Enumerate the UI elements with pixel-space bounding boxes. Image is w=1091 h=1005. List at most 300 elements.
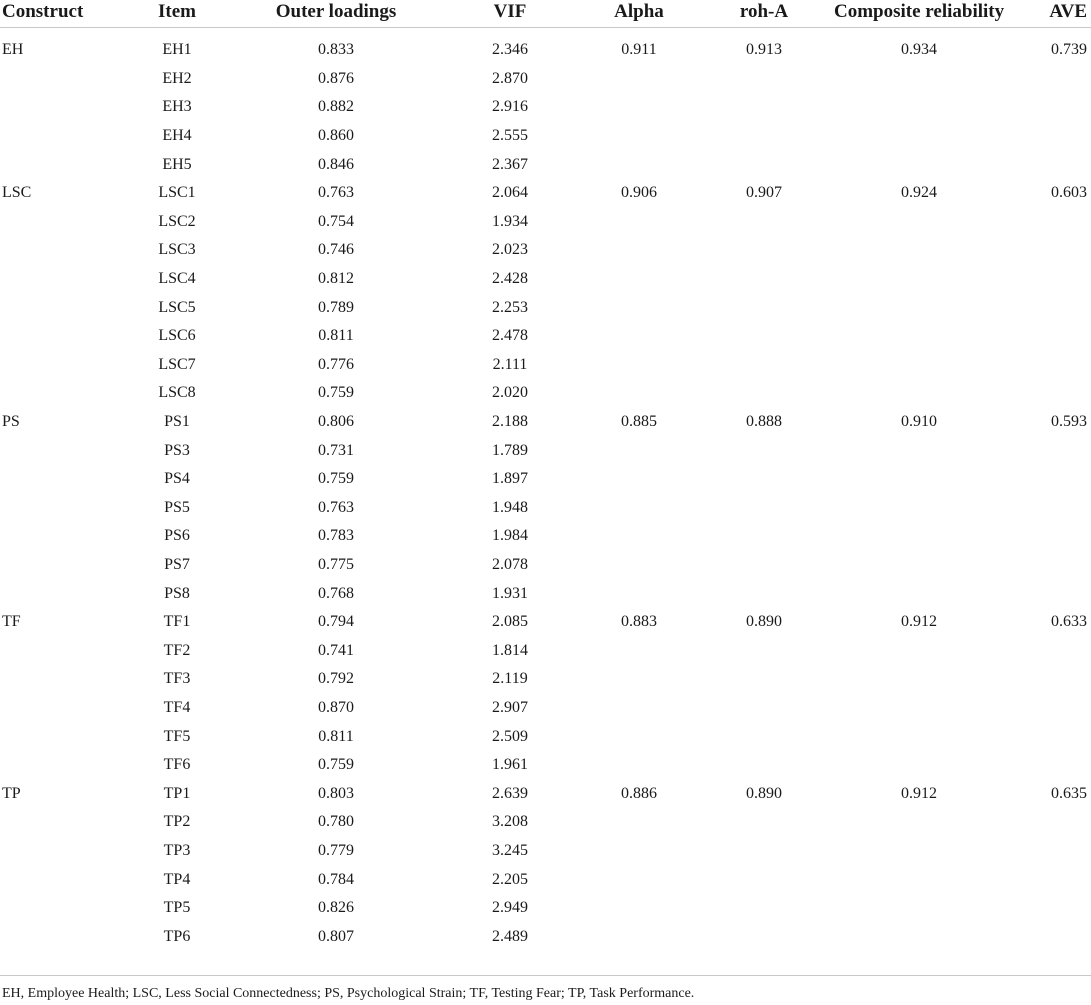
cell-alpha (584, 379, 694, 408)
cell-ave (1004, 751, 1091, 780)
table-row (0, 779, 1091, 808)
cell-vif: 2.949 (492, 899, 528, 917)
table-row (0, 208, 1091, 237)
cell-construct (0, 351, 118, 380)
cell-alpha (584, 837, 694, 866)
cell-item: PS7 (164, 555, 190, 573)
cell-composite-reliability (834, 293, 1004, 322)
table-row (0, 93, 1091, 122)
cell-outer-loading: 0.876 (318, 69, 354, 87)
cell-item: LSC1 (158, 184, 196, 202)
cell-outer-loading: 0.860 (318, 127, 354, 145)
cell-rho-a: 0.890 (746, 784, 782, 802)
cell-composite-reliability (834, 579, 1004, 608)
header-construct: Construct (0, 0, 118, 28)
cell-item: LSC2 (158, 212, 196, 230)
cell-composite-reliability (834, 122, 1004, 151)
cell-rho-a (694, 808, 834, 837)
cell-rho-a (694, 208, 834, 237)
cell-rho-a (694, 837, 834, 866)
cell-rho-a (694, 751, 834, 780)
cell-item: PS5 (164, 498, 190, 516)
header-composite-reliability: Composite reliability (834, 0, 1004, 28)
cell-outer-loading: 0.846 (318, 155, 354, 173)
cell-rho-a (694, 722, 834, 751)
cell-vif: 2.428 (492, 270, 528, 288)
cell-alpha (584, 265, 694, 294)
cell-alpha: 0.911 (621, 41, 657, 59)
table-row (0, 265, 1091, 294)
cell-vif: 1.789 (492, 441, 528, 459)
cell-composite-reliability: 0.912 (901, 613, 937, 631)
cell-construct (0, 494, 118, 523)
cell-item: TP6 (163, 927, 191, 945)
cell-rho-a (694, 694, 834, 723)
cell-item: PS8 (164, 584, 190, 602)
cell-rho-a: 0.907 (746, 184, 782, 202)
cell-ave (1004, 236, 1091, 265)
table-row (0, 694, 1091, 723)
cell-vif: 2.509 (492, 727, 528, 745)
cell-rho-a (694, 150, 834, 179)
cell-outer-loading: 0.870 (318, 698, 354, 716)
table-row (0, 894, 1091, 923)
table-row (0, 436, 1091, 465)
cell-composite-reliability (834, 465, 1004, 494)
table-row (0, 922, 1091, 961)
cell-construct (0, 522, 118, 551)
cell-construct (0, 236, 118, 265)
cell-composite-reliability (834, 808, 1004, 837)
cell-construct (0, 551, 118, 580)
table-row (0, 808, 1091, 837)
cell-vif: 2.188 (492, 413, 528, 431)
cell-item: TF1 (163, 613, 191, 631)
cell-ave (1004, 494, 1091, 523)
cell-alpha (584, 579, 694, 608)
cell-ave: 0.739 (1051, 41, 1087, 59)
cell-item: TP5 (163, 899, 191, 917)
cell-item: PS1 (164, 413, 190, 431)
cell-rho-a (694, 579, 834, 608)
cell-alpha (584, 865, 694, 894)
cell-vif: 2.205 (492, 870, 528, 888)
table-row (0, 150, 1091, 179)
cell-ave (1004, 636, 1091, 665)
cell-construct (0, 265, 118, 294)
header-item: Item (118, 0, 236, 28)
cell-vif: 2.907 (492, 698, 528, 716)
cell-item: TF4 (163, 698, 191, 716)
cell-alpha (584, 808, 694, 837)
cell-composite-reliability: 0.934 (901, 41, 937, 59)
cell-ave (1004, 922, 1091, 961)
cell-alpha (584, 293, 694, 322)
cell-item: EH4 (162, 127, 192, 145)
cell-composite-reliability (834, 894, 1004, 923)
cell-alpha (584, 665, 694, 694)
cell-construct (0, 694, 118, 723)
cell-composite-reliability (834, 93, 1004, 122)
cell-vif: 3.245 (492, 841, 528, 859)
cell-ave (1004, 293, 1091, 322)
header-row (0, 0, 1091, 28)
cell-composite-reliability (834, 494, 1004, 523)
cell-construct (0, 808, 118, 837)
cell-ave (1004, 351, 1091, 380)
cell-composite-reliability (834, 865, 1004, 894)
cell-ave: 0.633 (1051, 613, 1087, 631)
cell-outer-loading: 0.882 (318, 98, 354, 116)
cell-outer-loading: 0.794 (318, 613, 354, 631)
cell-item: LSC5 (158, 298, 196, 316)
cell-outer-loading: 0.759 (318, 756, 354, 774)
cell-alpha (584, 751, 694, 780)
cell-construct: PS (2, 413, 20, 431)
cell-vif: 3.208 (492, 813, 528, 831)
cell-alpha (584, 93, 694, 122)
cell-outer-loading: 0.780 (318, 813, 354, 831)
table-row (0, 579, 1091, 608)
cell-ave: 0.603 (1051, 184, 1087, 202)
cell-vif: 1.814 (492, 641, 528, 659)
table-row (0, 379, 1091, 408)
cell-rho-a (694, 865, 834, 894)
cell-composite-reliability: 0.912 (901, 784, 937, 802)
cell-composite-reliability (834, 208, 1004, 237)
cell-composite-reliability (834, 150, 1004, 179)
cell-alpha (584, 150, 694, 179)
table-header (0, 0, 1091, 28)
cell-composite-reliability (834, 351, 1004, 380)
cell-rho-a (694, 379, 834, 408)
table-row (0, 751, 1091, 780)
cell-vif: 2.489 (492, 927, 528, 945)
cell-item: EH2 (162, 69, 192, 87)
cell-ave: 0.635 (1051, 784, 1087, 802)
cell-composite-reliability (834, 722, 1004, 751)
cell-rho-a: 0.890 (746, 613, 782, 631)
cell-ave (1004, 522, 1091, 551)
table-row (0, 665, 1091, 694)
cell-ave (1004, 265, 1091, 294)
cell-outer-loading: 0.779 (318, 841, 354, 859)
cell-vif: 2.555 (492, 127, 528, 145)
cell-vif: 2.078 (492, 555, 528, 573)
table-body (0, 28, 1091, 962)
cell-alpha (584, 636, 694, 665)
cell-vif: 2.870 (492, 69, 528, 87)
cell-construct (0, 636, 118, 665)
table-row (0, 65, 1091, 94)
table-row (0, 865, 1091, 894)
cell-rho-a (694, 494, 834, 523)
cell-vif: 1.961 (492, 756, 528, 774)
cell-composite-reliability (834, 522, 1004, 551)
cell-rho-a (694, 465, 834, 494)
cell-vif: 2.111 (492, 355, 528, 373)
cell-outer-loading: 0.763 (318, 184, 354, 202)
table-row (0, 179, 1091, 208)
cell-construct (0, 465, 118, 494)
cell-alpha: 0.906 (621, 184, 657, 202)
cell-outer-loading: 0.811 (318, 327, 354, 345)
cell-composite-reliability (834, 837, 1004, 866)
cell-vif: 2.639 (492, 784, 528, 802)
cell-vif: 2.916 (492, 98, 528, 116)
cell-rho-a (694, 351, 834, 380)
cell-construct (0, 751, 118, 780)
cell-vif: 2.346 (492, 41, 528, 59)
cell-ave (1004, 465, 1091, 494)
cell-ave (1004, 665, 1091, 694)
cell-item: TF3 (163, 670, 191, 688)
cell-composite-reliability (834, 436, 1004, 465)
cell-composite-reliability (834, 236, 1004, 265)
cell-ave (1004, 65, 1091, 94)
cell-composite-reliability (834, 65, 1004, 94)
cell-ave (1004, 865, 1091, 894)
cell-item: TF5 (163, 727, 191, 745)
cell-item: TP1 (163, 784, 191, 802)
cell-construct: LSC (2, 184, 32, 202)
cell-item: EH1 (162, 41, 192, 59)
cell-item: TP4 (163, 870, 191, 888)
cell-vif: 2.367 (492, 155, 528, 173)
table-row (0, 494, 1091, 523)
cell-vif: 1.948 (492, 498, 528, 516)
cell-rho-a (694, 93, 834, 122)
cell-alpha (584, 922, 694, 961)
cell-alpha (584, 236, 694, 265)
cell-item: TF6 (163, 756, 191, 774)
cell-outer-loading: 0.826 (318, 899, 354, 917)
cell-outer-loading: 0.812 (318, 270, 354, 288)
cell-ave (1004, 579, 1091, 608)
cell-composite-reliability (834, 636, 1004, 665)
cell-ave (1004, 894, 1091, 923)
cell-construct (0, 208, 118, 237)
cell-vif: 1.934 (492, 212, 528, 230)
cell-alpha (584, 208, 694, 237)
table-row (0, 837, 1091, 866)
cell-item: EH3 (162, 98, 192, 116)
cell-rho-a (694, 922, 834, 961)
cell-item: PS4 (164, 470, 190, 488)
cell-outer-loading: 0.768 (318, 584, 354, 602)
cell-composite-reliability: 0.924 (901, 184, 937, 202)
cell-vif: 2.064 (492, 184, 528, 202)
cell-outer-loading: 0.775 (318, 555, 354, 573)
cell-outer-loading: 0.806 (318, 413, 354, 431)
cell-item: LSC3 (158, 241, 196, 259)
header-vif: VIF (436, 0, 584, 28)
cell-ave (1004, 122, 1091, 151)
cell-outer-loading: 0.803 (318, 784, 354, 802)
cell-alpha (584, 65, 694, 94)
cell-alpha (584, 465, 694, 494)
cell-rho-a (694, 665, 834, 694)
cell-item: TP3 (163, 841, 191, 859)
cell-item: PS3 (164, 441, 190, 459)
cell-construct: EH (2, 41, 24, 59)
cell-alpha (584, 694, 694, 723)
cell-construct (0, 379, 118, 408)
table-bottom-rule (0, 975, 1091, 976)
cell-composite-reliability: 0.910 (901, 413, 937, 431)
cell-alpha (584, 436, 694, 465)
cell-rho-a (694, 551, 834, 580)
cell-alpha: 0.885 (621, 413, 657, 431)
cell-construct (0, 65, 118, 94)
cell-outer-loading: 0.833 (318, 41, 354, 59)
cell-vif: 2.119 (492, 670, 528, 688)
cell-outer-loading: 0.807 (318, 927, 354, 945)
cell-ave (1004, 694, 1091, 723)
cell-outer-loading: 0.731 (318, 441, 354, 459)
cell-rho-a (694, 322, 834, 351)
cell-construct (0, 894, 118, 923)
cell-composite-reliability (834, 694, 1004, 723)
cell-construct (0, 93, 118, 122)
cell-ave: 0.593 (1051, 413, 1087, 431)
cell-construct (0, 293, 118, 322)
cell-item: TP2 (163, 813, 191, 831)
cell-item: LSC4 (158, 270, 196, 288)
cell-ave (1004, 150, 1091, 179)
cell-ave (1004, 436, 1091, 465)
cell-construct (0, 436, 118, 465)
header-ave: AVE (1004, 0, 1091, 28)
cell-outer-loading: 0.789 (318, 298, 354, 316)
cell-construct (0, 150, 118, 179)
cell-item: LSC6 (158, 327, 196, 345)
cell-item: LSC8 (158, 384, 196, 402)
cell-vif: 2.020 (492, 384, 528, 402)
cell-alpha (584, 722, 694, 751)
table-row (0, 236, 1091, 265)
cell-composite-reliability (834, 551, 1004, 580)
cell-construct (0, 122, 118, 151)
cell-outer-loading: 0.741 (318, 641, 354, 659)
table-row (0, 722, 1091, 751)
cell-construct: TP (2, 784, 21, 802)
cell-outer-loading: 0.783 (318, 527, 354, 545)
cell-ave (1004, 722, 1091, 751)
cell-construct (0, 922, 118, 961)
header-rho-a: roh-A (694, 0, 834, 28)
header-alpha: Alpha (584, 0, 694, 28)
cell-ave (1004, 93, 1091, 122)
cell-construct: TF (2, 613, 21, 631)
cell-composite-reliability (834, 922, 1004, 961)
cell-rho-a (694, 236, 834, 265)
cell-construct (0, 865, 118, 894)
cell-composite-reliability (834, 751, 1004, 780)
cell-rho-a (694, 636, 834, 665)
cell-vif: 2.478 (492, 327, 528, 345)
cell-outer-loading: 0.754 (318, 212, 354, 230)
cell-outer-loading: 0.763 (318, 498, 354, 516)
cell-vif: 1.897 (492, 470, 528, 488)
table-row (0, 608, 1091, 637)
table-row (0, 28, 1091, 65)
cell-vif: 1.931 (492, 584, 528, 602)
cell-ave (1004, 837, 1091, 866)
cell-construct (0, 579, 118, 608)
cell-outer-loading: 0.759 (318, 470, 354, 488)
cell-ave (1004, 551, 1091, 580)
cell-item: PS6 (164, 527, 190, 545)
cell-ave (1004, 808, 1091, 837)
cell-alpha (584, 122, 694, 151)
cell-alpha (584, 351, 694, 380)
cell-alpha (584, 494, 694, 523)
table-row (0, 465, 1091, 494)
cell-vif: 2.253 (492, 298, 528, 316)
table-row (0, 293, 1091, 322)
cell-item: LSC7 (158, 355, 196, 373)
cell-rho-a: 0.888 (746, 413, 782, 431)
cell-composite-reliability (834, 665, 1004, 694)
cell-composite-reliability (834, 379, 1004, 408)
cell-item: TF2 (163, 641, 191, 659)
cell-rho-a (694, 436, 834, 465)
cell-composite-reliability (834, 265, 1004, 294)
cell-rho-a (694, 293, 834, 322)
cell-item: EH5 (162, 155, 192, 173)
cell-alpha: 0.883 (621, 613, 657, 631)
cell-alpha (584, 894, 694, 923)
cell-alpha: 0.886 (621, 784, 657, 802)
cell-construct (0, 665, 118, 694)
table-row (0, 122, 1091, 151)
table-row (0, 322, 1091, 351)
cell-rho-a (694, 265, 834, 294)
cell-construct (0, 722, 118, 751)
cell-vif: 1.984 (492, 527, 528, 545)
cell-outer-loading: 0.811 (318, 727, 354, 745)
cell-rho-a (694, 522, 834, 551)
cell-outer-loading: 0.784 (318, 870, 354, 888)
cell-construct (0, 837, 118, 866)
cell-rho-a (694, 122, 834, 151)
cell-vif: 2.085 (492, 613, 528, 631)
cell-rho-a (694, 65, 834, 94)
cell-outer-loading: 0.776 (318, 355, 354, 373)
cell-alpha (584, 551, 694, 580)
table-row (0, 408, 1091, 437)
cell-outer-loading: 0.759 (318, 384, 354, 402)
cell-rho-a (694, 894, 834, 923)
cell-vif: 2.023 (492, 241, 528, 259)
cell-ave (1004, 379, 1091, 408)
cell-construct (0, 322, 118, 351)
cell-outer-loading: 0.746 (318, 241, 354, 259)
cell-alpha (584, 522, 694, 551)
cell-ave (1004, 322, 1091, 351)
cell-rho-a: 0.913 (746, 41, 782, 59)
table-row (0, 551, 1091, 580)
table-row (0, 522, 1091, 551)
table-row (0, 351, 1091, 380)
cell-ave (1004, 208, 1091, 237)
cell-alpha (584, 322, 694, 351)
table-row (0, 636, 1091, 665)
table-footnote: EH, Employee Health; LSC, Less Social Connectedness; PS, Psychological Strain; TF, Testing Fear; TP, Task Performance. (2, 986, 695, 1001)
cell-composite-reliability (834, 322, 1004, 351)
cell-outer-loading: 0.792 (318, 670, 354, 688)
